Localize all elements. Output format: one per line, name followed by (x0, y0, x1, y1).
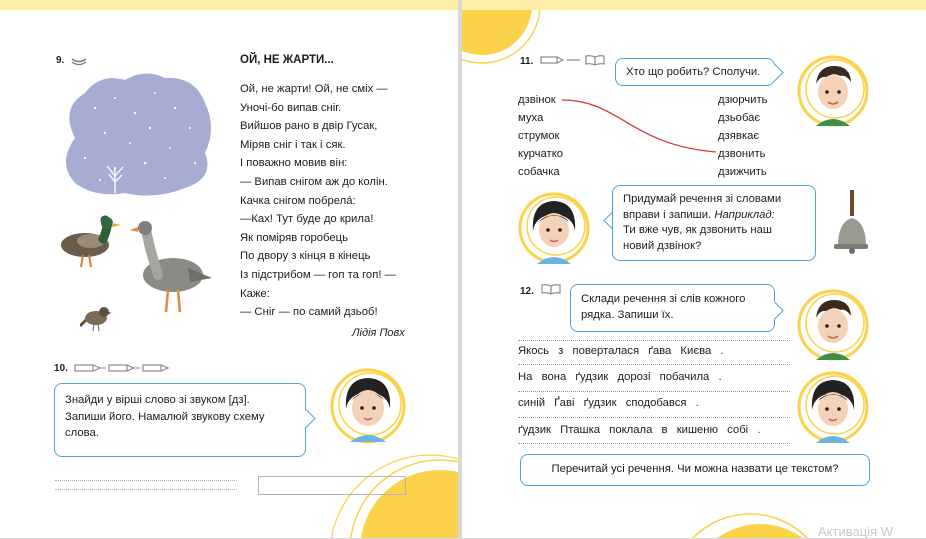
word-item[interactable]: собачка (518, 166, 560, 178)
word-item[interactable]: муха (518, 112, 544, 124)
word-item[interactable]: дзявкає (718, 130, 760, 142)
duck-illustration (55, 215, 125, 270)
task12-instruction-bubble (570, 284, 775, 332)
sparrow-illustration (80, 302, 112, 334)
poem-line: Ой, не жарти! Ой, не сміх — (240, 83, 388, 95)
poem-line: — Сніг — по самий дзьоб! (240, 306, 378, 319)
poem-line: І поважно мовив він: (240, 157, 348, 170)
word-item[interactable]: курчатко (518, 148, 564, 160)
girl-avatar (796, 368, 870, 446)
girl-avatar (516, 188, 592, 268)
example-line: Ти вже чув, як дзвонить наш (623, 224, 772, 236)
snow-illustration (55, 68, 215, 198)
final-prompt: Перечитай усі речення. Чи можна назвати це текстом? (551, 463, 839, 475)
word-row: синій Ґаві ґудзик сподобався . (518, 397, 699, 409)
task11-left-words (518, 91, 563, 181)
poem-text (240, 80, 396, 322)
word-row: Якось з поверталася ґава Києва . (518, 345, 724, 357)
task11-question-bubble (615, 58, 775, 86)
bubble-line: рядка. Запиши їх. (581, 309, 674, 321)
task-number-12: 12. (520, 286, 534, 297)
word-item[interactable]: дзижчить (718, 166, 767, 178)
book-icon (541, 283, 561, 295)
task11-question: Хто що робить? Сполучи. (626, 66, 761, 78)
example-label: Наприклад: (714, 208, 775, 221)
poem-line: Уночі-бо випав сніг. (240, 101, 342, 114)
task-number-9: 9. (56, 55, 65, 66)
poem-title: ОЙ, НЕ ЖАРТИ... (240, 54, 334, 66)
task10-instruction-bubble (54, 383, 306, 457)
task11-instruction-bubble (612, 185, 816, 261)
poem-line: —Ках! Тут буде до крила! (240, 213, 374, 226)
word-row: ґудзик Пташка поклала в кишеню собі . (518, 424, 761, 436)
bubble-line: слова. (65, 427, 99, 439)
word-row: На вона ґудзик дорозі побачила . (518, 371, 722, 383)
poem-author: Лідія Повх (352, 327, 405, 339)
matching-line (560, 95, 720, 160)
pencil-icons (74, 362, 170, 374)
poem-line: — Випав снігом аж до колін. (240, 175, 388, 188)
word-item[interactable]: дзьобає (718, 112, 761, 124)
word-item[interactable]: струмок (518, 130, 560, 142)
bubble-line: Знайди у вірші слово зі звуком [дз]. (65, 394, 250, 406)
example-line: новий дзвінок? (623, 239, 702, 252)
task12-final-prompt-bubble (520, 454, 870, 486)
task11-right-words (718, 91, 768, 181)
poem-line: По двору з кінця в кінець (240, 250, 371, 263)
bubble-line: Склади речення зі слів кожного (581, 293, 746, 305)
poem-line: Качка снігом побрела́: (240, 194, 356, 207)
reading-icon (70, 56, 88, 66)
poem-line: Із підстрибом — гоп та гоп! — (240, 268, 396, 281)
bubble-line: Придумай речення зі словами (623, 193, 782, 205)
poem-line: Вийшов рано в двір Гусак, (240, 120, 378, 133)
bubble-line: вправи і запиши. (623, 208, 712, 221)
bell-icon (828, 188, 868, 256)
poem-line: Міряв сніг і так і сяк. (240, 138, 346, 151)
word-item[interactable]: дзвінок (518, 94, 556, 106)
task-number-10: 10. (54, 363, 68, 374)
activation-watermark: Активація W (818, 524, 893, 539)
sound-scheme-box (258, 476, 406, 495)
bubble-line: Запиши його. Намалюй звукову схему (65, 410, 265, 423)
word-item[interactable]: дзюрчить (718, 94, 768, 106)
word-item[interactable]: дзвонить (718, 148, 766, 160)
poem-line: Як поміряв горобець (240, 231, 349, 244)
left-page (0, 0, 458, 538)
goose-illustration (128, 220, 216, 315)
task-number-11: 11. (520, 56, 534, 67)
pencil-book-icons (540, 53, 606, 67)
boy-avatar (796, 52, 870, 130)
poem-line: Каже: (240, 287, 270, 300)
answer-line (55, 480, 237, 490)
boy-avatar (796, 286, 870, 364)
girl-avatar (328, 364, 408, 448)
